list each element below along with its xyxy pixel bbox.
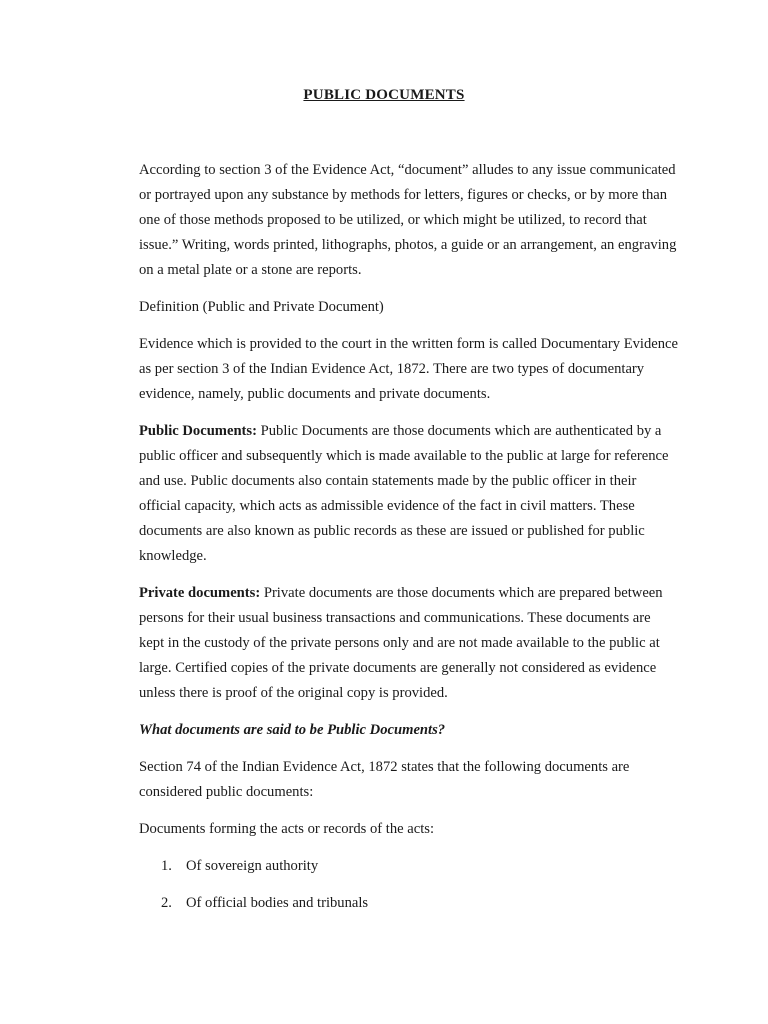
private-documents-label: Private documents: xyxy=(139,585,261,601)
public-documents-paragraph xyxy=(139,419,679,569)
list-item-text: Of sovereign authority xyxy=(186,858,319,874)
private-documents-text: Private documents are those documents which are prepared between persons for their usual business transactions and communications. These documents are kept in the custody of the private persons only and are not made available to the public at large. Certified copies of the private documents are generally not considered as evidence unless there is proof of the original copy is provided. xyxy=(139,585,663,701)
list-item xyxy=(139,891,679,916)
definition-paragraph: Evidence which is provided to the court in the written form is called Documentary Evidence as per section 3 of the Indian Evidence Act, 1872. There are two types of documentary evidence, namely, public documents and private documents. xyxy=(139,336,678,402)
definition-heading: Definition (Public and Private Document) xyxy=(139,299,384,315)
forming-acts-paragraph: Documents forming the acts or records of the acts: xyxy=(139,821,435,837)
public-documents-text: Public Documents are those documents which are authenticated by a public officer and subsequently which is made available to the public at large for reference and use. Public documents also contain statements made by the public officer in their official capacity, which acts as admissible evidence of the fact in civil matters. These documents are also known as public records as these are issued or published for public knowledge. xyxy=(139,423,669,564)
public-documents-label: Public Documents: xyxy=(139,423,257,439)
page-title: PUBLIC DOCUMENTS xyxy=(303,87,465,103)
list-item-text: Of official bodies and tribunals xyxy=(186,895,369,911)
list-item xyxy=(139,854,679,879)
document-body xyxy=(139,158,679,928)
question-heading: What documents are said to be Public Documents? xyxy=(139,722,446,738)
section-74-paragraph: Section 74 of the Indian Evidence Act, 1872 states that the following documents are considered public documents: xyxy=(139,759,630,800)
list-item-number: 1. xyxy=(161,858,172,874)
list-item-number: 2. xyxy=(161,895,172,911)
private-documents-paragraph xyxy=(139,581,679,706)
intro-paragraph: According to section 3 of the Evidence Act, “document” alludes to any issue communicated or portrayed upon any substance by methods for letters, figures or checks, or by more than one of those methods proposed to be utilized, or which might be utilized, to record that issue.” Writing, words printed, lithographs, photos, a guide or an arrangement, an engraving on a metal plate or a stone are reports. xyxy=(139,162,677,278)
